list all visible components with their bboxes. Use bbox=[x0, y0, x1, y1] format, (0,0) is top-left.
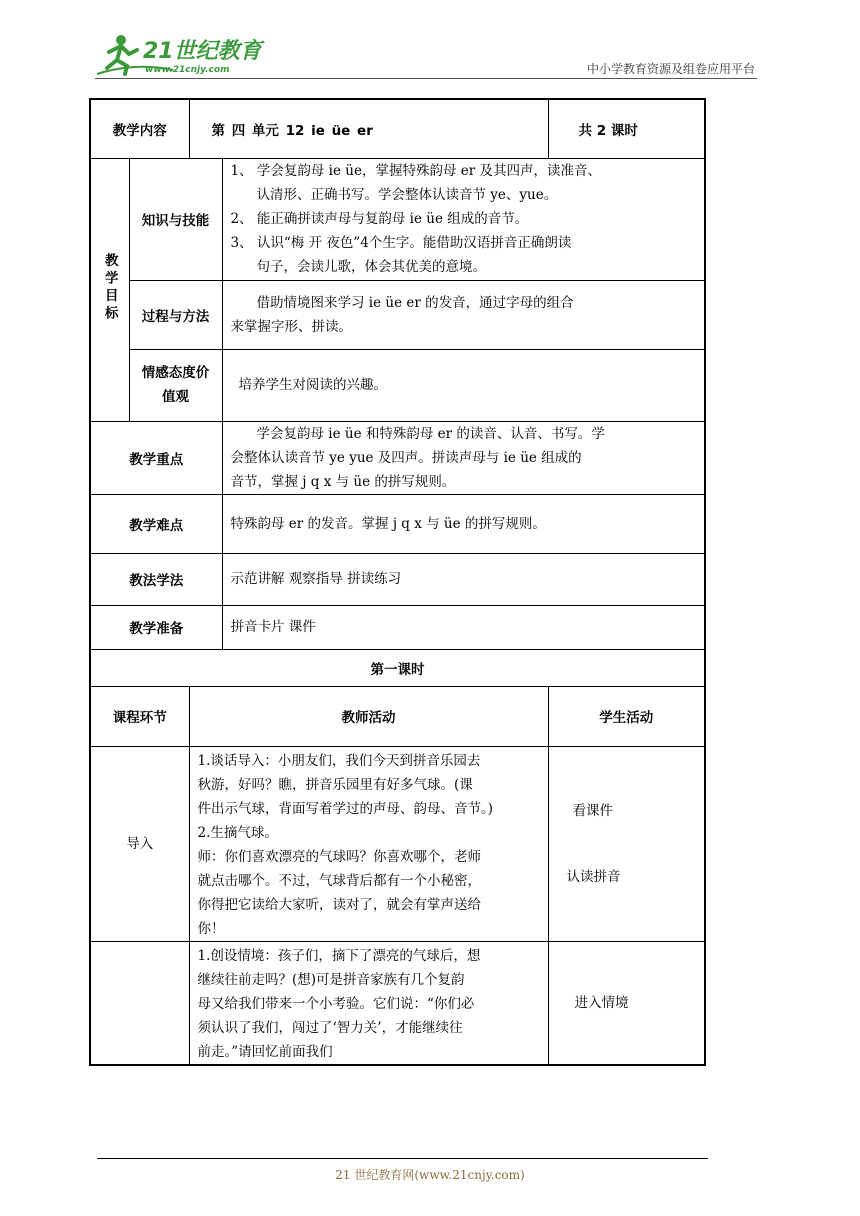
header-slogan: 中小学教育资源及组卷应用平台 bbox=[586, 62, 755, 76]
teacher-line: 你得把它读给大家听，读对了，就会有掌声送给 bbox=[197, 896, 481, 913]
section-teacher bbox=[189, 941, 548, 1065]
process-label: 过程与方法 bbox=[129, 280, 222, 349]
methods-label: 教法学法 bbox=[90, 553, 222, 605]
prep-content: 拼音卡片 课件 bbox=[222, 605, 705, 649]
teacher-line: 秋游，好吗？瞧，拼音乐园里有好多气球。(课 bbox=[197, 776, 473, 793]
section-stage bbox=[90, 941, 189, 1065]
teacher-line: 就点击哪个。不过，气球背后都有一个小秘密， bbox=[197, 872, 481, 889]
col-student: 学生活动 bbox=[548, 686, 705, 746]
section-student bbox=[548, 941, 705, 1065]
section-teacher bbox=[189, 746, 548, 941]
header-divider bbox=[95, 78, 757, 79]
process-content bbox=[222, 280, 705, 349]
student-line: 看课件 bbox=[572, 802, 614, 819]
key-points-line: 音节，掌握 j q x 与 üe 的拼写规则。 bbox=[230, 473, 456, 490]
process-line: 借助情境图来学习 ie üe er 的发音，通过字母的组合 bbox=[256, 294, 574, 311]
teacher-line: 2.生摘气球。 bbox=[197, 824, 278, 841]
teacher-line: 1.创设情境：孩子们，摘下了漂亮的气球后，想 bbox=[197, 947, 481, 964]
process-line: 来掌握字形、拼读。 bbox=[230, 318, 352, 335]
knowledge-label: 知识与技能 bbox=[129, 158, 222, 280]
key-points-line: 会整体认读音节 ye yue 及四声。拼读声母与 ie üe 组成的 bbox=[230, 449, 582, 466]
lesson-count: 共 2 课时 bbox=[548, 99, 705, 158]
page-header bbox=[95, 30, 755, 78]
first-lesson-title: 第一课时 bbox=[90, 649, 705, 686]
key-points-line: 学会复韵母 ie üe 和特殊韵母 er 的读音、认音、书写。学 bbox=[256, 425, 605, 442]
content-value: 第 四 单元 12 ie üe er bbox=[189, 99, 548, 158]
teacher-line: 你！ bbox=[197, 920, 225, 937]
content-label: 教学内容 bbox=[90, 99, 189, 158]
goals-label: 教学目标 bbox=[90, 158, 129, 421]
teacher-line: 须认识了我们，闯过了‘智力关’，才能继续往 bbox=[197, 1019, 463, 1036]
knowledge-line: 3、 认识“梅 开 夜色”4个生字。能借助汉语拼音正确朗读 bbox=[230, 235, 572, 251]
teacher-line: 继续往前走吗？(想)可是拼音家族有几个复韵 bbox=[197, 971, 465, 988]
teacher-line: 母又给我们带来一个小考验。它们说：“你们必 bbox=[197, 995, 475, 1012]
methods-content: 示范讲解 观察指导 拼读练习 bbox=[222, 553, 705, 605]
difficulty-label: 教学难点 bbox=[90, 494, 222, 553]
teacher-line: 件出示气球，背面写着学过的声母、韵母、音节。) bbox=[197, 800, 494, 817]
student-line: 进入情境 bbox=[574, 994, 629, 1011]
logo-url: www.21cnjy.com bbox=[145, 65, 230, 75]
col-stage: 课程环节 bbox=[90, 686, 189, 746]
key-points-content bbox=[222, 421, 705, 494]
emotion-label: 情感态度价 值观 bbox=[129, 349, 222, 421]
emotion-content: 培养学生对阅读的兴趣。 bbox=[222, 349, 705, 421]
section-student bbox=[548, 746, 705, 941]
lesson-plan-table bbox=[89, 98, 706, 1066]
teacher-line: 师：你们喜欢漂亮的气球吗？你喜欢哪个，老师 bbox=[197, 848, 481, 865]
section-stage: 导入 bbox=[90, 746, 189, 941]
difficulty-content: 特殊韵母 er 的发音。掌握 j q x 与 üe 的拼写规则。 bbox=[222, 494, 705, 553]
teacher-line: 前走。”请回忆前面我们 bbox=[197, 1043, 333, 1060]
logo bbox=[95, 30, 265, 78]
footer-divider bbox=[97, 1158, 708, 1159]
logo-text: 21世纪教育 bbox=[143, 39, 262, 64]
teacher-line: 1.谈话导入：小朋友们，我们今天到拼音乐园去 bbox=[197, 752, 481, 769]
student-line: 认读拼音 bbox=[566, 868, 621, 885]
col-teacher: 教师活动 bbox=[189, 686, 548, 746]
key-points-label: 教学重点 bbox=[90, 421, 222, 494]
knowledge-line: 句子，会读儿歌，体会其优美的意境。 bbox=[256, 259, 486, 275]
prep-label: 教学准备 bbox=[90, 605, 222, 649]
knowledge-content bbox=[222, 158, 705, 280]
knowledge-line: 1、 学会复韵母 ie üe，掌握特殊韵母 er 及其四声，读准音、 bbox=[230, 163, 601, 179]
knowledge-line: 2、 能正确拼读声母与复韵母 ie üe 组成的音节。 bbox=[230, 211, 529, 227]
footer-text: 21 世纪教育网(www.21cnjy.com) bbox=[335, 1168, 525, 1182]
knowledge-line: 认清形、正确书写。学会整体认读音节 ye、yue。 bbox=[256, 187, 558, 203]
